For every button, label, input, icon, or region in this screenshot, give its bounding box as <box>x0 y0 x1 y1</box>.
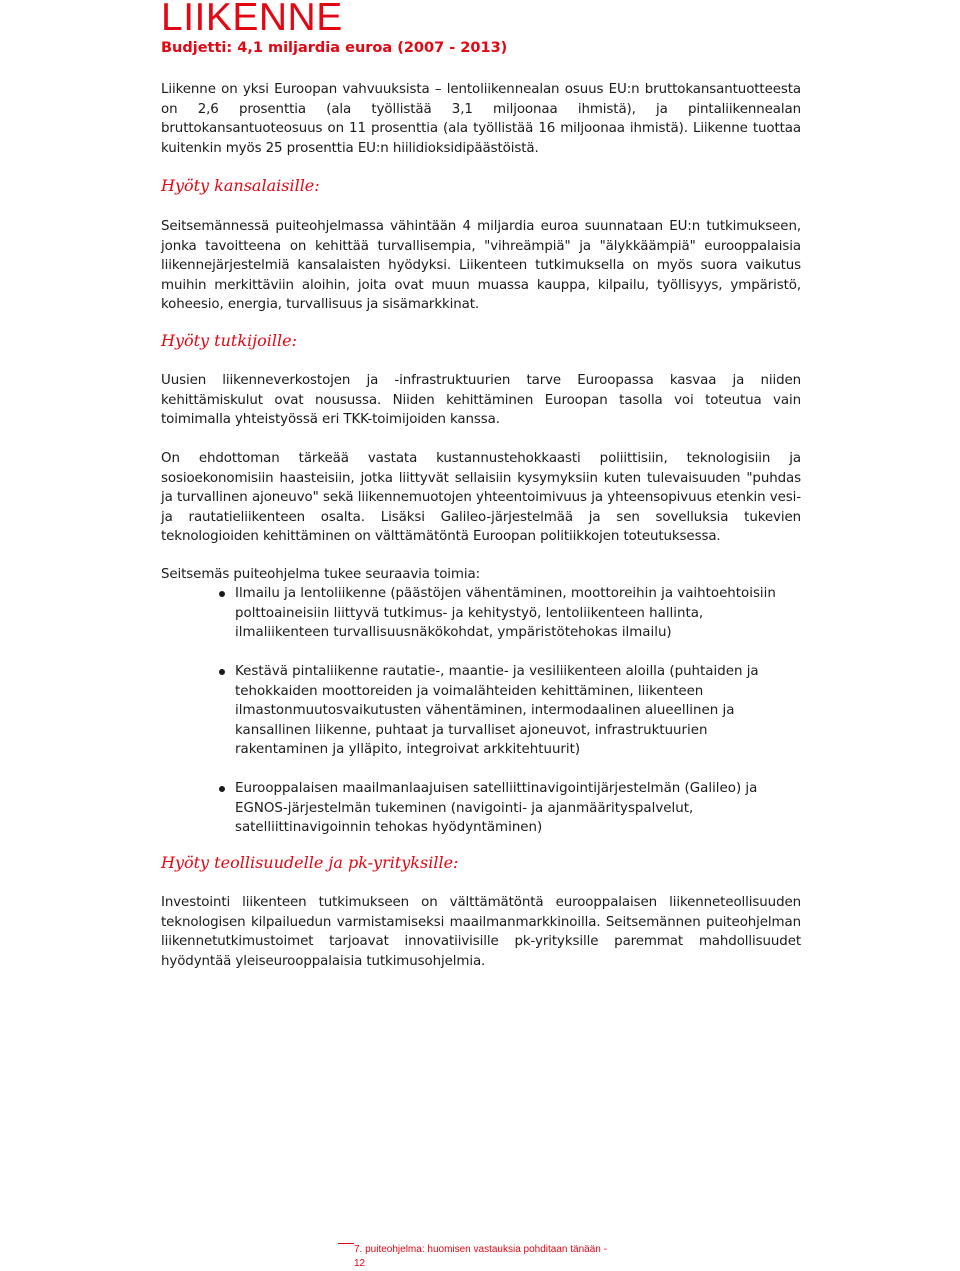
footer-text: 7. puiteohjelma: huomisen vastauksia pohditaan tänään - 12 <box>354 1244 607 1269</box>
activity-list <box>161 584 801 857</box>
citizens-paragraph: Seitsemännessä puiteohjelmassa vähintään 4 miljardia euroa suunnataan EU:n tutkimukseen, jonka tavoitteena on kehittää turvallisempia, "vihreämpiä" ja "älykkäämpiä" eurooppalaisia liikennejärjestelmiä kansalaisten hyödyksi. Liikenteen tutkimuksella on myös suora vaikutus muihin merkittäviin aloihin, joita ovat muun muassa kauppa, kilpailu, työllisyys, ympäristö, koheesio, energia, turvallisuus ja sisämarkkinat. <box>161 219 801 312</box>
bullet-icon <box>219 786 225 792</box>
page-title: LIIKENNE <box>161 0 343 39</box>
list-item: Eurooppalaisen maailmanlaajuisen satelliittinavigointijärjestelmän (Galileo) ja EGNOS-järjestelmän tukeminen (navigointi- ja ajanmäärityspalvelut, satelliittinavigoinnin tehokas hyödyntäminen) <box>161 779 801 838</box>
intro-paragraph: Liikenne on yksi Euroopan vahvuuksista – lentoliikennealan osuus EU:n bruttokansantuotteesta on 2,6 prosenttia (ala työllistää 3,1 miljoonaa ihmistä), ja pintaliikennealan bruttokansantuoteosuus on 11 prosenttia (ala työllistää 16 miljoonaa ihmistä). Liikenne tuottaa kuitenkin myös 25 prosenttia EU:n hiilidioksidipäästöistä. <box>161 82 801 156</box>
bullet-icon <box>219 669 225 675</box>
budget-subtitle: Budjetti: 4,1 miljardia euroa (2007 - 2013) <box>161 40 508 56</box>
page-footer <box>338 1243 608 1269</box>
citizens-heading: Hyöty kansalaisille: <box>161 176 320 195</box>
list-item: Kestävä pintaliikenne rautatie-, maantie- ja vesiliikenteen aloilla (puhtaiden ja tehokkaiden moottoreiden ja voimalähteiden kehittäminen, liikenteen ilmastonmuutosvaikutusten vähentäminen, intermodaalinen alueellinen ja kansallinen liikenne, puhtaat ja turvalliset ajoneuvot, infrastruktuurien rakentaminen ja ylläpito, integroivat arkkitehtuurit) <box>161 662 801 760</box>
bullet-icon <box>219 591 225 597</box>
list-intro: Seitsemäs puiteohjelma tukee seuraavia toimia: <box>161 567 480 582</box>
industry-paragraph: Investointi liikenteen tutkimukseen on välttämätöntä eurooppalaisen liikenneteollisuuden teknologisen kilpailuedun varmistamiseksi maailmanmarkkinoilla. Seitsemännen puiteohjelman liikennetutkimustoimet tarjoavat innovatiivisille pk-yrityksille paremmat mahdollisuudet hyödyntää yleiseurooppalaisia tutkimusohjelmia. <box>161 895 801 969</box>
list-item: Ilmailu ja lentoliikenne (päästöjen vähentäminen, moottoreihin ja vaihtoehtoisiin polttoaineisiin liittyvä tutkimus- ja kehitystyö, lentoliikenteen hallinta, ilmaliikenteen turvallisuusnäkökohdat, ympäristötehokas ilmailu) <box>161 584 801 643</box>
researchers-paragraph-2: On ehdottoman tärkeää vastata kustannustehokkaasti poliittisiin, teknologisiin ja sosioekonomisiin haasteisiin, jotka liittyvät sellaisiin kysymyksiin kuten tulevaisuuden "puhdas ja turvallinen ajoneuvo" sekä liikennemuotojen yhteentoimivuus ja yhteensopivuus etenkin vesi- ja rautatieliikenteen osalta. Lisäksi Galileo-järjestelmää ja sen sovelluksia tukevien teknologioiden kehittäminen on välttämätöntä Euroopan politiikkojen toteutuksessa. <box>161 451 801 544</box>
industry-heading: Hyöty teollisuudelle ja pk-yrityksille: <box>161 853 459 872</box>
researchers-heading: Hyöty tutkijoille: <box>161 331 297 350</box>
researchers-paragraph-1: Uusien liikenneverkostojen ja -infrastruktuurien tarve Euroopassa kasvaa ja niiden kehittämiskulut ovat nousussa. Niiden kehittäminen Euroopan tasolla voi toteutua vain toimimalla yhteistyössä eri TKK-toimijoiden kanssa. <box>161 373 801 427</box>
